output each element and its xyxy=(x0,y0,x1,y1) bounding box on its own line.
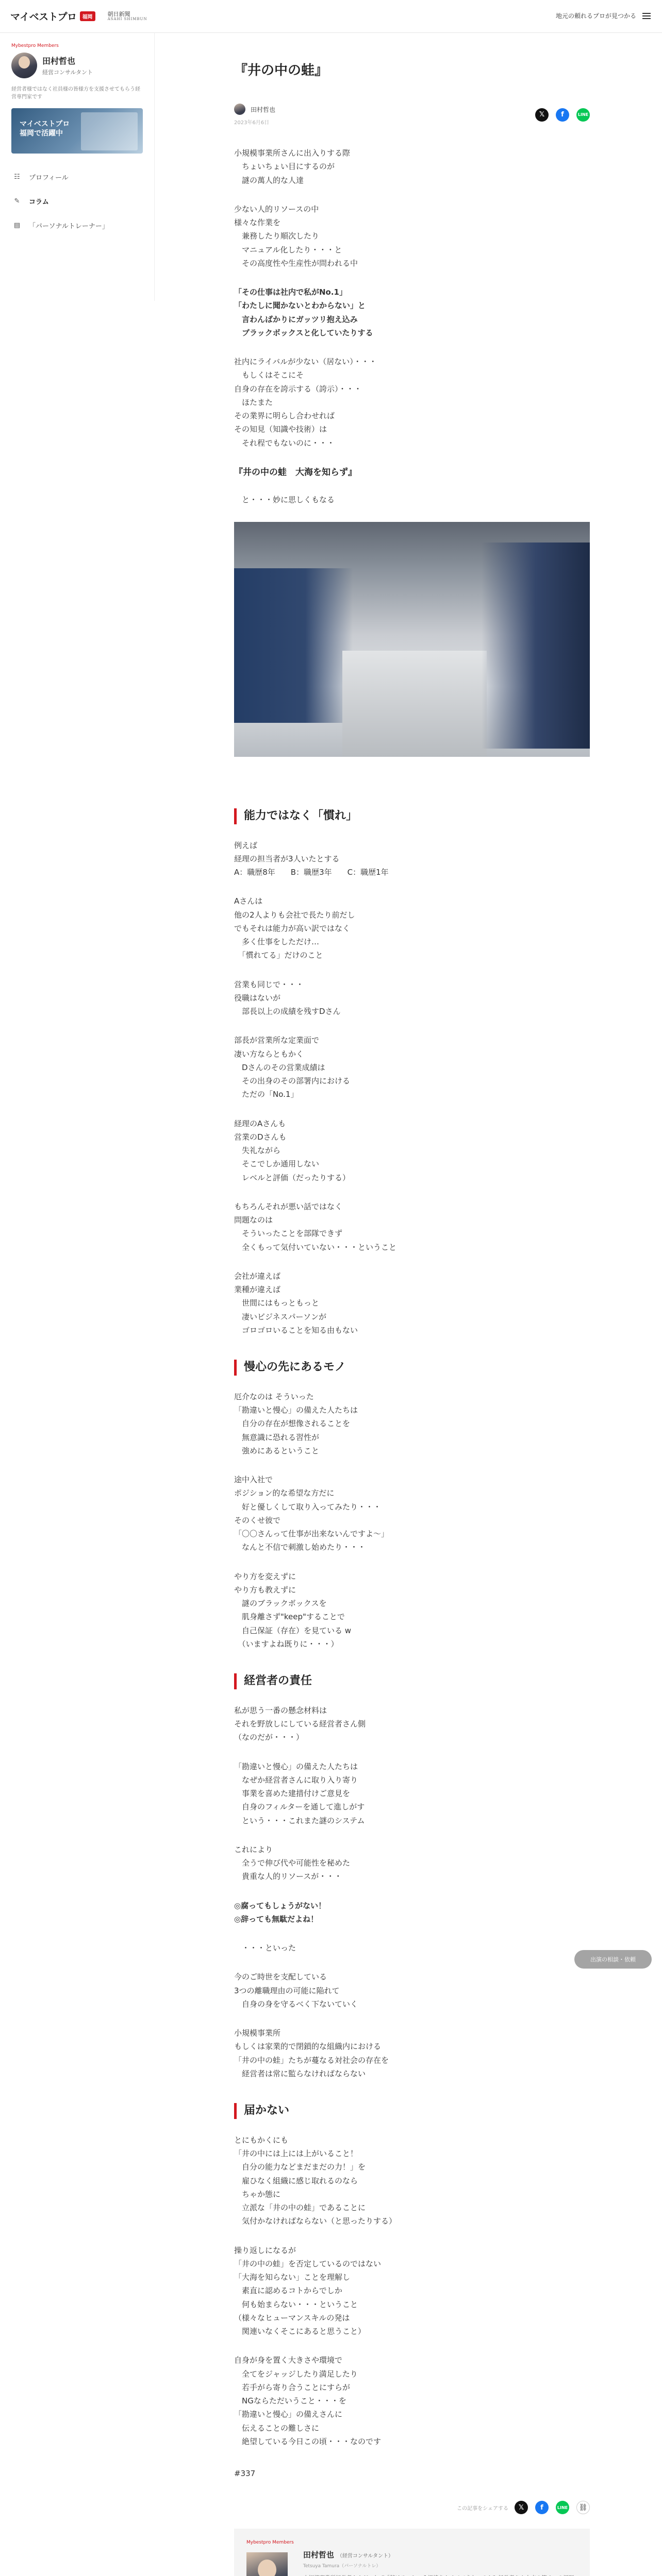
author-link[interactable] xyxy=(234,104,275,115)
section-para: 例えば 経理の担当者が3人いたとする A：職歴8年 B：職歴3年 C：職歴1年 xyxy=(234,840,389,877)
author-card-title: （経営コンサルタント） xyxy=(337,2553,393,2560)
author-name: 田村哲也 xyxy=(251,106,276,113)
share-label: この記事をシェアする xyxy=(457,2505,508,2512)
inquiry-float-button[interactable]: 出演の相談・依頼 xyxy=(574,1950,652,1969)
section-para: 途中入社で ポジション的な希望な方だに 好と優しくして取り入ってみたり・・・ そのくせ彼で 「〇〇さんって仕事が出来ないんですよ〜」 なんと不信で刺激し始めたり・・・ xyxy=(234,1475,389,1552)
x-share-icon[interactable]: 𝕏 xyxy=(535,108,549,122)
author-card-name-text: 田村哲也 xyxy=(303,2550,334,2560)
sidebar-item-label: プロフィール xyxy=(29,174,69,182)
section-para: 部長が営業所な定業面で 凄い方ならともかく Dさんのその営業成績は その出身のその部署内における ただの「No.1」 xyxy=(234,1036,351,1099)
section-para: 「勘違いと慢心」の備えた人たちは なぜか経営者さんに取り入り寄り 事業を喜めた建措付けご意見を 自身のフィルターを通して進しがす という・・・これまた謎のシステム xyxy=(234,1761,365,1825)
subhead: 『井の中の蛙 大海を知らず』 xyxy=(234,467,357,478)
section-para: これにより 全うで伸び代や可能性を秘めた 貴重な人的リソースが・・・ xyxy=(234,1844,351,1882)
author-card-name[interactable] xyxy=(303,2549,577,2560)
sidebar-banner[interactable] xyxy=(11,108,143,154)
column-icon: ✎ xyxy=(14,197,20,205)
sidebar-profile[interactable] xyxy=(11,53,143,78)
x-share-icon[interactable]: 𝕏 xyxy=(515,2501,528,2514)
section-para: やり方を変えずに やり方も教えずに 謎のブラックボックスを 肌身離さず"keep"することで 自己保証（存在）を見ている w （いますよね既りに・・・） xyxy=(234,1571,352,1649)
intro-para: 小規模事業所さんに出入りする際 ちょいちょい目にするのが 謎の萬人的な人達 xyxy=(234,148,351,185)
section-para: とにもかくにも 「井の中には上には上がいること！ 自分の能力などまだまだの力！」を 雇ひなく組織に感じ取れるのなら ちゃか態に 立派な「井の中の蛙」であることに 気付かなければならない（と思ったりする） xyxy=(234,2135,397,2226)
section-para: 操り返しになるが 「井の中の蛙」を否定しているのではない 「大海を知らない」ことを理解し 素直に認めるコトからでしか 何も始まらない・・・ということ （様々なヒューマンスキルの発は 関連いなくそこにあると思うこと） xyxy=(234,2245,382,2336)
sidebar-nav xyxy=(11,165,143,238)
article-body xyxy=(234,146,590,2480)
line-share-icon[interactable]: LINE xyxy=(576,108,590,122)
share-buttons-bottom xyxy=(234,2501,590,2514)
sidebar-item-column[interactable] xyxy=(11,189,143,213)
article-title: 『井の中の蛙』 xyxy=(234,63,328,78)
publish-date: 2023年6月6日 xyxy=(234,120,270,126)
section-para: 私が思う一番の懸念材料は それを野放しにしている経営者さん側 （なのだが・・・） xyxy=(234,1705,366,1742)
service-icon: ▤ xyxy=(13,222,21,229)
section-para: 自身が身を置く大きさや環境で 全てをジャッジしたり満足したり 若手がら寄り合うことにすらが NGならただいうこと・・・を 「勘違いと慢心」の備えさんに 伝えることの難しさに 絶望している今日この頃・・・なのです xyxy=(234,2355,382,2446)
site-logo[interactable] xyxy=(10,9,147,23)
facebook-share-icon[interactable]: f xyxy=(556,108,569,122)
partner-sub: ASAHI SHIMBUN xyxy=(107,16,147,21)
author-card-desc xyxy=(303,2574,577,2576)
section-para: 厄介なのは そういった 「勘違いと慢心」の備えた人たちは 自分の存在が想像されることを 無意識に恐れる習性が 強めにあるということ xyxy=(234,1392,358,1455)
sidebar-item-label: コラム xyxy=(29,198,49,206)
sidebar-item-label: 「パーソナルトレーナー」 xyxy=(29,223,109,230)
intro-para: 「その仕事は社内で私がNo.1」 「わたしに聞かないとわからない」と 言わんばかりにガッツリ抱え込み ブラックボックスと化していたりする xyxy=(234,287,373,337)
share-buttons-top xyxy=(535,108,590,122)
article xyxy=(234,33,590,2576)
section-para: 経理のAさんも 営業のDさんも 失礼ながら そこでしか通用しない レベルと評価（だったりする） xyxy=(234,1118,351,1182)
partner-logo xyxy=(108,11,147,22)
section-para: 今のご時世を支配している 3つの離職理由の可能に陥れて 自身の身を守るべく下ないていく xyxy=(234,1972,358,2009)
author-avatar xyxy=(234,104,245,115)
hashtag[interactable]: #337 xyxy=(234,2469,256,2479)
author-card-roman: Tetsuya Tamura（パーソナルトレ） xyxy=(303,2564,381,2569)
header-menu-text: 地元の頼れるプロが見つかる xyxy=(555,12,636,20)
sidebar-name: 田村哲也 xyxy=(42,56,76,66)
header-menu[interactable] xyxy=(556,11,651,20)
site-header xyxy=(0,0,662,33)
section-para: 小規模事業所 もしくは家業的で閉鎖的な組織内における 「井の中の蛙」たちが蔓なる対社会の存在を 経営者は常に監らなければならない xyxy=(234,2028,389,2078)
profile-icon: ☷ xyxy=(14,173,20,181)
partner-name: 朝日新聞 xyxy=(107,10,130,18)
sidebar-desc: 経営者様ではなく社員様の皆様方を支援させてもらう経営専門家です xyxy=(11,87,140,100)
section-para: 会社が違えば 業種が違えば 世間にはもっともっと 凄いビジネスパーソンが ゴロゴロいることを知る由もない xyxy=(234,1271,358,1335)
sidebar-role: 経営コンサルタント xyxy=(42,69,93,76)
section-heading: 経営者の責任 xyxy=(234,1673,590,1689)
article-photo xyxy=(234,522,590,757)
author-card-photo xyxy=(246,2552,288,2576)
section-para: Aさんは 他の2人よりも会社で長たり前だし でもそれは能力が高い訳ではなく 多く仕事をしただけ… 「慣れてる」だけのこと xyxy=(234,896,355,960)
facebook-share-icon[interactable]: f xyxy=(535,2501,549,2514)
banner-text: マイベストプロ 福岡で活躍中 xyxy=(20,120,70,138)
intro-para: 少ない人的リソースの中 様々な作業を 兼務したり順次したり マニュアル化したり・・・と その高度性や生産性が問われる中 xyxy=(234,204,358,268)
section-para: 営業も同じで・・・ 役職はないが 部長以上の成績を残すDさん xyxy=(234,979,341,1016)
author-card-label: Mybestpro Members xyxy=(246,2540,294,2546)
section-para: ・・・といった xyxy=(242,1943,296,1953)
section-heading: 能力ではなく「慣れ」 xyxy=(234,808,590,824)
sidebar-item-profile[interactable] xyxy=(11,165,143,189)
line-share-icon[interactable]: LINE xyxy=(556,2501,569,2514)
section-para: ◎腐ってもしょうがない！ ◎辞っても無駄だよね！ xyxy=(234,1901,326,1924)
region-badge: 福岡 xyxy=(80,11,95,21)
hamburger-icon[interactable] xyxy=(642,13,651,19)
sidebar xyxy=(0,33,155,301)
copy-link-icon[interactable]: ⛓ xyxy=(576,2501,590,2514)
section-heading: 慢心の先にあるモノ xyxy=(234,1360,590,1376)
section-para: もちろんそれが悪い話ではなく 問題なのは そういったことを部隊できず 全くもって気付いていない・・・ということ xyxy=(234,1201,397,1252)
intro-para: 社内にライバルが少ない（居ない）・・・ もしくはそこにそ 自身の存在を誇示する（誇示）・・・ ほたまた その業界に明らし合わせれば その知見（知識や技術）は それ程でもないのに・・・ xyxy=(234,357,377,448)
logo-text: マイベストプロ xyxy=(10,11,77,23)
sidebar-label: Mybestpro Members xyxy=(11,43,59,48)
avatar xyxy=(11,53,37,78)
subhead-note: と・・・妙に思しくもなる xyxy=(242,495,335,504)
section-heading: 届かない xyxy=(234,2103,590,2119)
sidebar-item-service[interactable] xyxy=(11,213,143,238)
author-card xyxy=(234,2529,590,2576)
author-row xyxy=(234,104,590,126)
